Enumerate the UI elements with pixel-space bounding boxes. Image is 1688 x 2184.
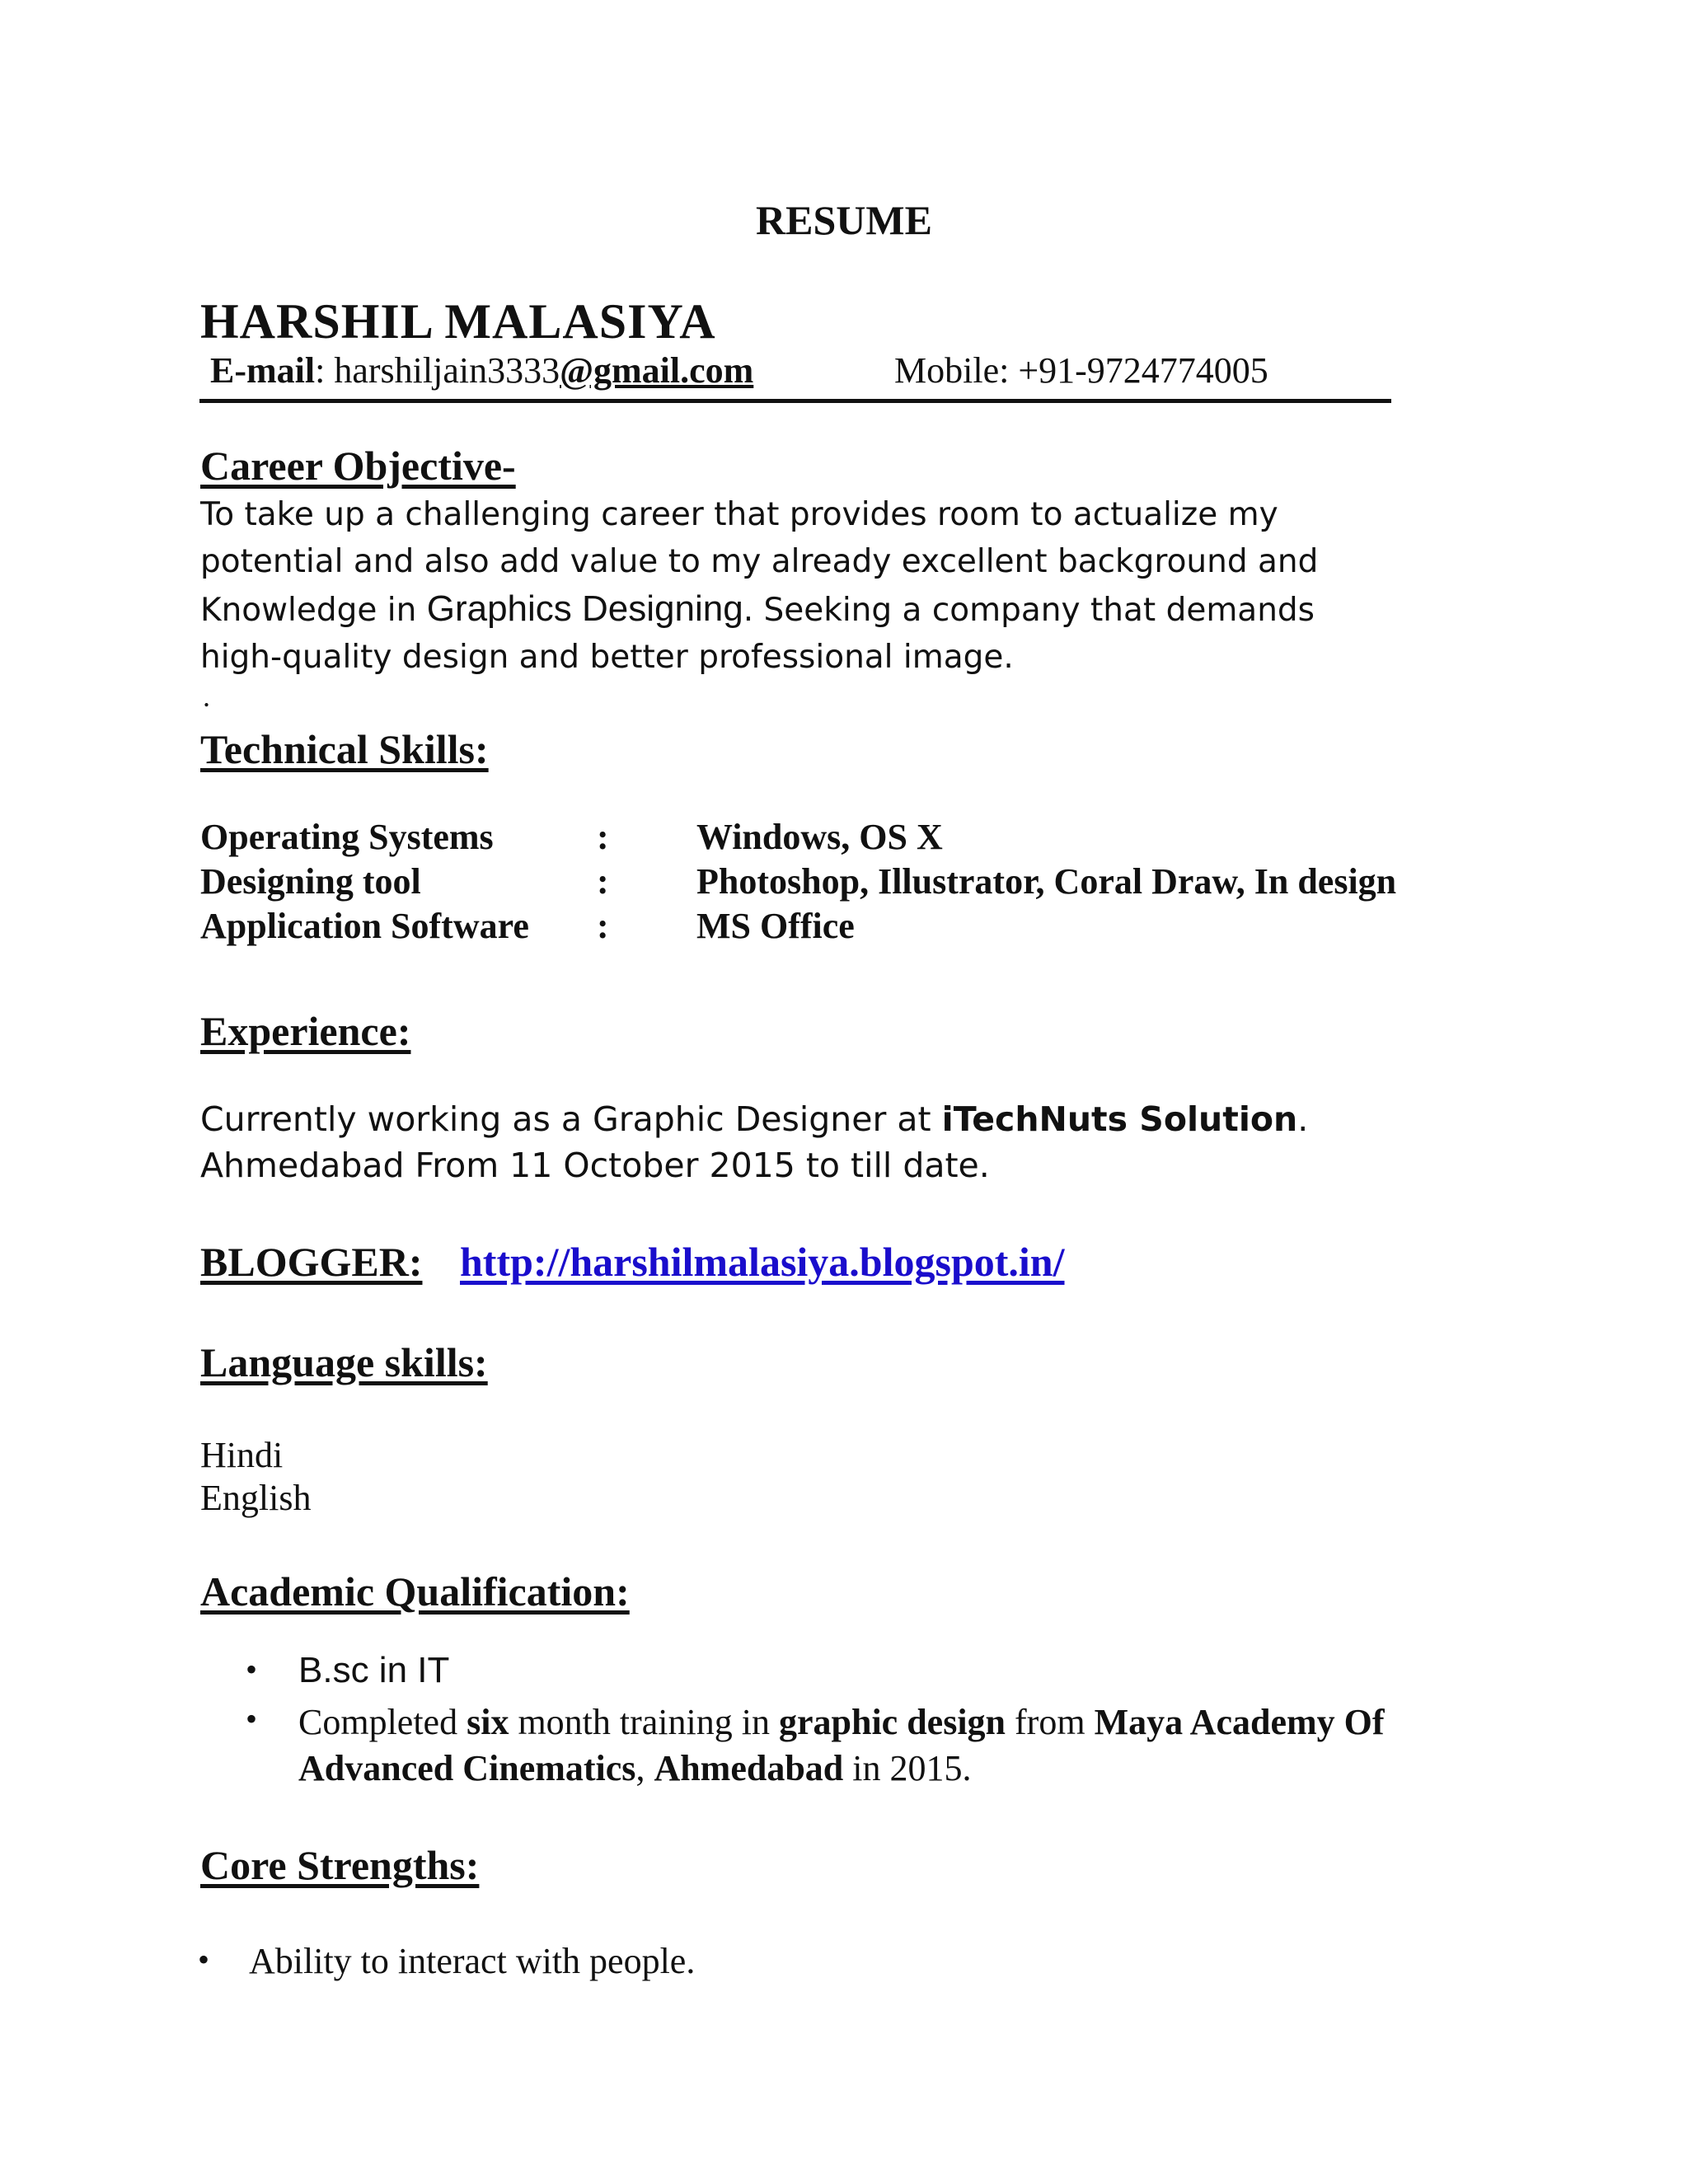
career-text-part-1: To take up a challenging career that provides room to actualize my potential and also add value to my already excellent background and Knowledge in (200, 496, 1319, 629)
skill-label-app-software: Application Software (200, 906, 529, 946)
training-text-g: , (635, 1748, 654, 1788)
bullet-icon: • (198, 1941, 210, 1978)
email-domain: @gmail.com (560, 350, 754, 391)
experience-company: iTechNuts Solution (941, 1099, 1298, 1139)
skill-label-os: Operating Systems (200, 817, 494, 857)
candidate-name: HARSHIL MALASIYA (200, 294, 716, 349)
training-city: Ahmedabad (654, 1748, 844, 1788)
email-line: E-mail: harshiljain3333@gmail.com (210, 350, 754, 391)
document-title: RESUME (756, 197, 932, 243)
core-strengths-heading: Core Strengths: (200, 1842, 480, 1888)
career-objective-heading: Career Objective- (200, 443, 516, 489)
career-dot: . (203, 680, 210, 713)
language-item-hindi: Hindi (200, 1435, 284, 1475)
training-subject: graphic design (778, 1702, 1006, 1742)
skill-value-design-tool: Photoshop, Illustrator, Coral Draw, In design (696, 861, 1397, 902)
language-skills-heading: Language skills: (200, 1339, 488, 1385)
skill-colon-app-software: : (597, 906, 609, 946)
experience-heading: Experience: (200, 1008, 411, 1054)
academic-item-degree: B.sc in IT (298, 1650, 450, 1690)
training-text-e: from (1006, 1702, 1095, 1742)
technical-skills-heading: Technical Skills: (200, 726, 489, 772)
bullet-icon: • (246, 1700, 258, 1737)
skill-colon-os: : (597, 817, 609, 857)
skill-colon-design-tool: : (597, 861, 609, 902)
skill-value-os: Windows, OS X (696, 817, 943, 857)
experience-text-part-1: Currently working as a Graphic Designer at (200, 1099, 942, 1139)
blogger-link[interactable]: http://harshilmalasiya.blogspot.in/ (460, 1239, 1065, 1285)
contact-divider (199, 399, 1391, 403)
training-year: in 2015. (843, 1748, 972, 1788)
experience-text (200, 1096, 1519, 1188)
email-label: E-mail (210, 350, 316, 391)
career-objective-text (200, 491, 1371, 681)
training-duration: six (467, 1702, 509, 1742)
mobile-number: Mobile: +91-9724774005 (894, 350, 1268, 391)
academic-item-training (298, 1699, 1485, 1792)
core-strength-item: Ability to interact with people. (249, 1941, 696, 1981)
blogger-label: BLOGGER: (200, 1239, 423, 1285)
language-item-english: English (200, 1478, 312, 1518)
career-text-part-2: . Seeking a company that demands high-quality design and better professional image. (200, 592, 1315, 676)
training-text-a: Completed (298, 1702, 467, 1742)
email-user: harshiljain3333 (334, 350, 560, 391)
training-institute: Maya Academy Of Advanced Cinematics (298, 1702, 1385, 1788)
experience-text-part-2: . Ahmedabad From 11 October 2015 to till date. (200, 1099, 1309, 1185)
bullet-icon: • (246, 1651, 258, 1688)
academic-qualification-heading: Academic Qualification: (200, 1568, 630, 1615)
career-text-highlight: Graphics Designing (426, 588, 743, 629)
training-text-c: month training in (509, 1702, 779, 1742)
skill-label-design-tool: Designing tool (200, 861, 421, 902)
skill-value-app-software: MS Office (696, 906, 855, 946)
